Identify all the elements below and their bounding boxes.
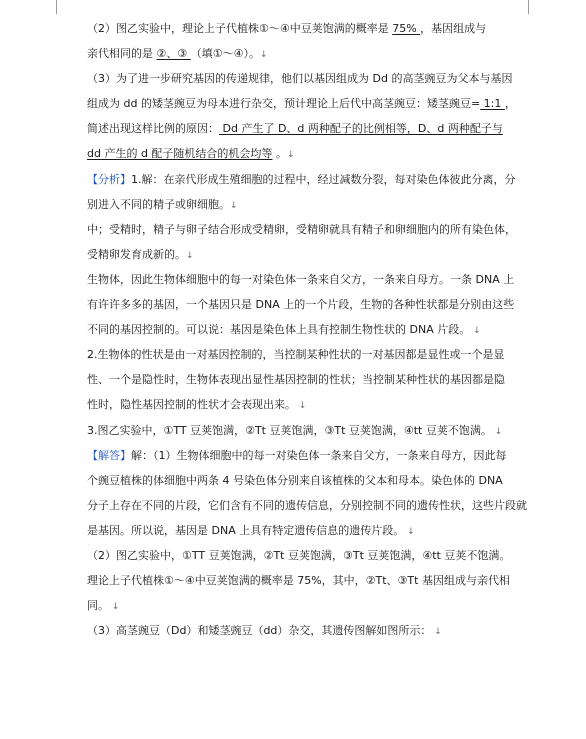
text-segment: （2）图乙实验中，理论上子代植株①～④中豆荚饱满的概率是 <box>87 22 393 35</box>
text-segment: ，基因组成与 <box>420 22 487 35</box>
text-line <box>87 97 516 111</box>
paragraph-mark: ↓ <box>109 602 120 612</box>
text-segment: （3）高茎豌豆（Dd）和矮茎豌豆（dd）杂交，其遗传图解如图所示： <box>87 624 432 637</box>
text-line <box>87 22 486 36</box>
text-line <box>87 373 505 387</box>
text-segment: 性、一个是隐性时，生物体表现出显性基因控制的性状；当控制某种性状的基因都是隐 <box>87 373 505 386</box>
text-segment: 简述出现这样比例的原因： <box>87 122 219 135</box>
crop-mark-right-vertical <box>528 0 529 14</box>
text-segment: 有许许多多的基因，一个基因只是 DNA 上的一个片段，生物的各种性状都是分别由这些 <box>87 298 515 311</box>
text-line <box>87 147 294 162</box>
section-label: 【分析】 <box>87 173 131 186</box>
answer-blank: 75% <box>392 22 421 35</box>
text-segment: 亲代相同的是 <box>87 47 157 60</box>
text-segment: 不同的基因控制的。可以说：基因是染色体上具有控制生物性状的 DNA 片段。 <box>87 323 471 336</box>
text-line <box>87 449 507 463</box>
text-line <box>87 323 481 338</box>
text-segment: （2）图乙实验中，①TT 豆荚饱满，②Tt 豆荚饱满，③Tt 豆荚饱满，④tt 豆荚不饱满。 <box>87 549 511 562</box>
section-label: 【解答】 <box>87 449 131 462</box>
crop-mark-left-vertical <box>56 0 57 14</box>
paragraph-mark: ↓ <box>470 326 481 336</box>
text-line <box>87 248 194 263</box>
paragraph-mark: ↓ <box>431 627 442 637</box>
text-segment: 组成为 dd 的矮茎豌豆为母本进行杂交，预计理论上后代中高茎豌豆：矮茎豌豆= <box>87 97 481 110</box>
text-segment: 。 <box>272 147 287 160</box>
paragraph-mark: ↓ <box>491 427 503 437</box>
text-line <box>87 273 514 287</box>
text-segment: 中；受精时，精子与卵子结合形成受精卵，受精卵就具有精子和卵细胞内的所有染色体， <box>87 223 516 236</box>
text-segment: 理论上子代植株①～④中豆荚饱满的概率是 75%，其中，②Tt、③Tt 基因组成与亲代相 <box>87 574 510 587</box>
text-line <box>87 599 119 614</box>
text-segment: 生物体，因此生物体细胞中的每一对染色体一条来自父方，一条来自母方。一条 DNA 上 <box>87 273 515 286</box>
text-segment: 1.解：在亲代形成生殖细胞的过程中，经过减数分裂，每对染色体彼此分离，分 <box>131 173 516 186</box>
answer-blank: 1:1 <box>480 97 505 110</box>
text-line <box>87 298 514 312</box>
paragraph-mark: ↓ <box>186 251 194 261</box>
text-segment: 2.生物体的性状是由一对基因控制的，当控制某种性状的一对基因都是显性或一个是显 <box>87 348 505 361</box>
paragraph-mark: ↓ <box>296 401 307 411</box>
text-line <box>87 173 516 187</box>
text-line <box>87 624 442 639</box>
text-segment: 解：（1）生物体细胞中的每一对染色体一条来自父方，一条来自母方，因此每 <box>131 449 507 462</box>
text-line <box>87 72 512 86</box>
text-segment: 性时，隐性基因控制的性状才会表现出来。 <box>87 398 296 411</box>
text-line <box>87 122 503 136</box>
text-segment: 别进入不同的精子或卵细胞。 <box>87 198 230 211</box>
text-line <box>87 499 527 513</box>
paragraph-mark: ↓ <box>404 527 415 537</box>
text-segment: ， <box>504 97 516 110</box>
text-segment: 受精卵发育成新的。 <box>87 248 186 261</box>
text-line <box>87 398 306 413</box>
text-segment: 分子上存在不同的片段，它们含有不同的遗传信息，分别控制不同的遗传性状，这些片段就 <box>87 499 527 512</box>
text-line <box>87 47 268 62</box>
text-segment: 是基因。所以说，基因是 DNA 上具有特定遗传信息的遗传片段。 <box>87 524 405 537</box>
text-line <box>87 198 238 213</box>
text-line <box>87 424 502 439</box>
text-line <box>87 549 510 563</box>
text-line <box>87 474 503 488</box>
paragraph-mark: ↓ <box>259 50 268 60</box>
answer-blank: dd 产生的 d 配子随机结合的机会均等 <box>87 147 273 160</box>
text-segment: （3）为了进一步研究基因的传递规律，他们以基因组成为 Dd 的高茎豌豆为父本与基因 <box>87 72 513 85</box>
text-line <box>87 574 510 588</box>
text-segment: 个豌豆植株的体细胞中两条 4 号染色体分别来自该植株的父本和母本。染色体的 DNA <box>87 474 503 487</box>
answer-blank: ②、③ <box>156 47 191 60</box>
paragraph-mark: ↓ <box>230 201 238 211</box>
text-line <box>87 524 415 539</box>
answer-blank: Dd 产生了 D、d 两种配子的比例相等，D、d 两种配子与 <box>219 122 503 135</box>
text-segment: 同。 <box>87 599 109 612</box>
text-line <box>87 348 505 362</box>
paragraph-mark: ↓ <box>286 150 295 160</box>
text-line <box>87 223 516 237</box>
text-segment: 3.图乙实验中，①TT 豆荚饱满，②Tt 豆荚饱满，③Tt 豆荚饱满，④tt 豆荚不饱满。 <box>87 424 492 437</box>
text-segment: （填①～④）。 <box>190 47 260 60</box>
